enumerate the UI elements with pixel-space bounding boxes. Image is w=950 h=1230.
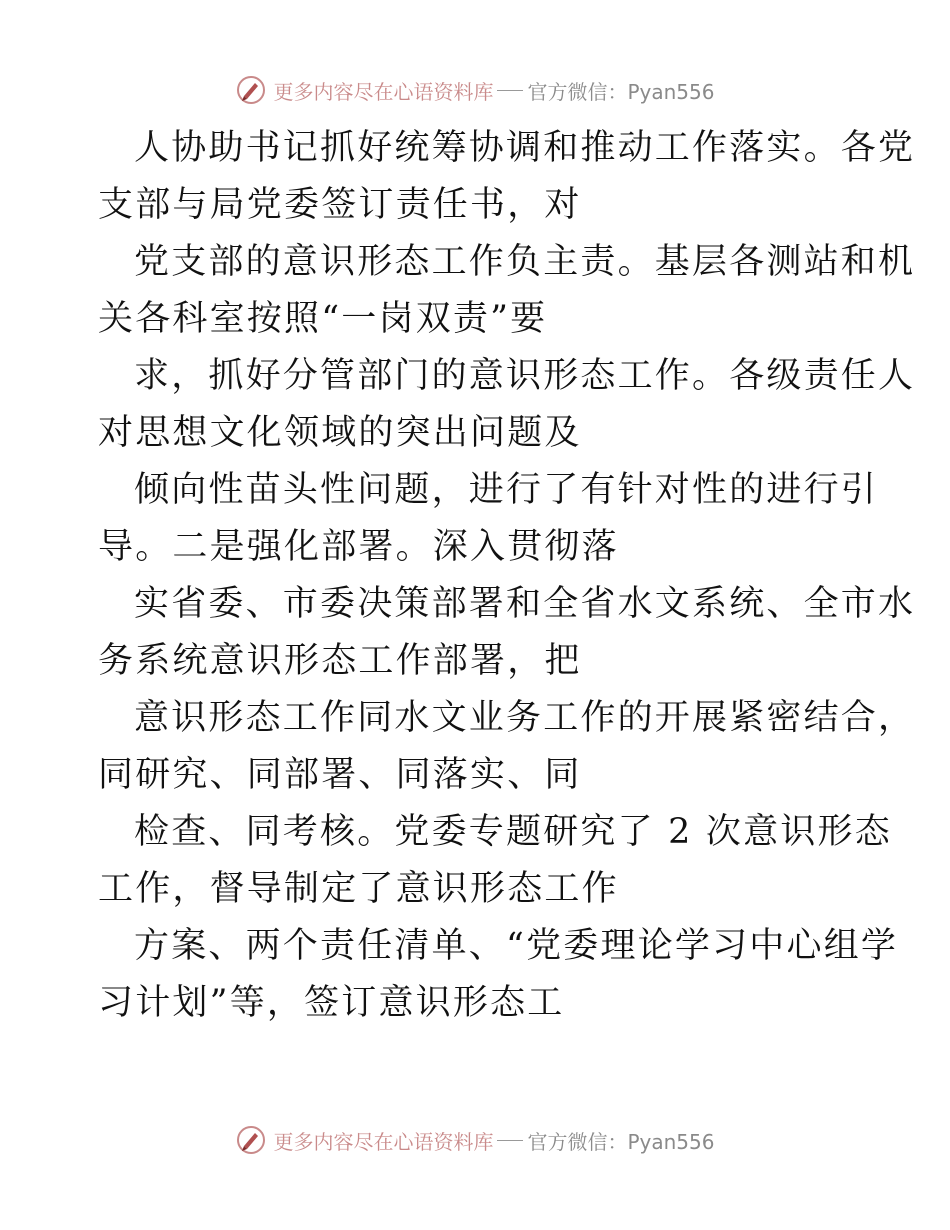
body-line: 务系统意识形态工作部署，把 — [98, 641, 582, 681]
body-line: 倾向性苗头性问题，进行了有针对性的进行引 — [134, 470, 879, 510]
watermark-wechat-text: 官方微信：Pyan556 — [527, 79, 715, 104]
body-line: 实省委、市委决策部署和全省水文系统、全市水 — [134, 584, 916, 624]
watermark-wechat-text: 官方微信：Pyan556 — [527, 1129, 715, 1154]
header-watermark — [0, 70, 950, 110]
watermark-dash — [497, 90, 523, 91]
watermark-dash — [497, 1140, 523, 1141]
body-line: 工作，督导制定了意识形态工作 — [98, 869, 619, 909]
body-line: 对思想文化领域的突出问题及 — [98, 413, 582, 453]
body-line: 方案、两个责任清单、“党委理论学习中心组学 — [134, 926, 899, 966]
body-line: 意识形态工作同水文业务工作的开展紧密结合， — [134, 698, 916, 738]
footer-watermark — [0, 1120, 950, 1160]
watermark-brand-text: 更多内容尽在心语资料库 — [273, 1129, 494, 1154]
body-line: 人协助书记抓好统筹协调和推动工作落实。各党 — [134, 128, 916, 168]
watermark-brand-text: 更多内容尽在心语资料库 — [273, 79, 494, 104]
body-line: 同研究、同部署、同落实、同 — [98, 755, 582, 795]
body-line: 检查、同考核。党委专题研究了 2 次意识形态 — [134, 812, 892, 852]
pen-logo-icon — [235, 74, 267, 106]
body-line: 导。二是强化部署。深入贯彻落 — [98, 527, 619, 567]
body-line: 支部与局党委签订责任书，对 — [98, 185, 582, 225]
body-line: 习计划”等，签订意识形态工 — [98, 983, 565, 1023]
body-line: 求，抓好分管部门的意识形态工作。各级责任人 — [134, 356, 916, 396]
body-line: 关各科室按照“一岗双责”要 — [98, 299, 548, 339]
pen-logo-icon — [235, 1124, 267, 1156]
document-body — [98, 120, 916, 1032]
body-line: 党支部的意识形态工作负主责。基层各测站和机 — [134, 242, 916, 282]
